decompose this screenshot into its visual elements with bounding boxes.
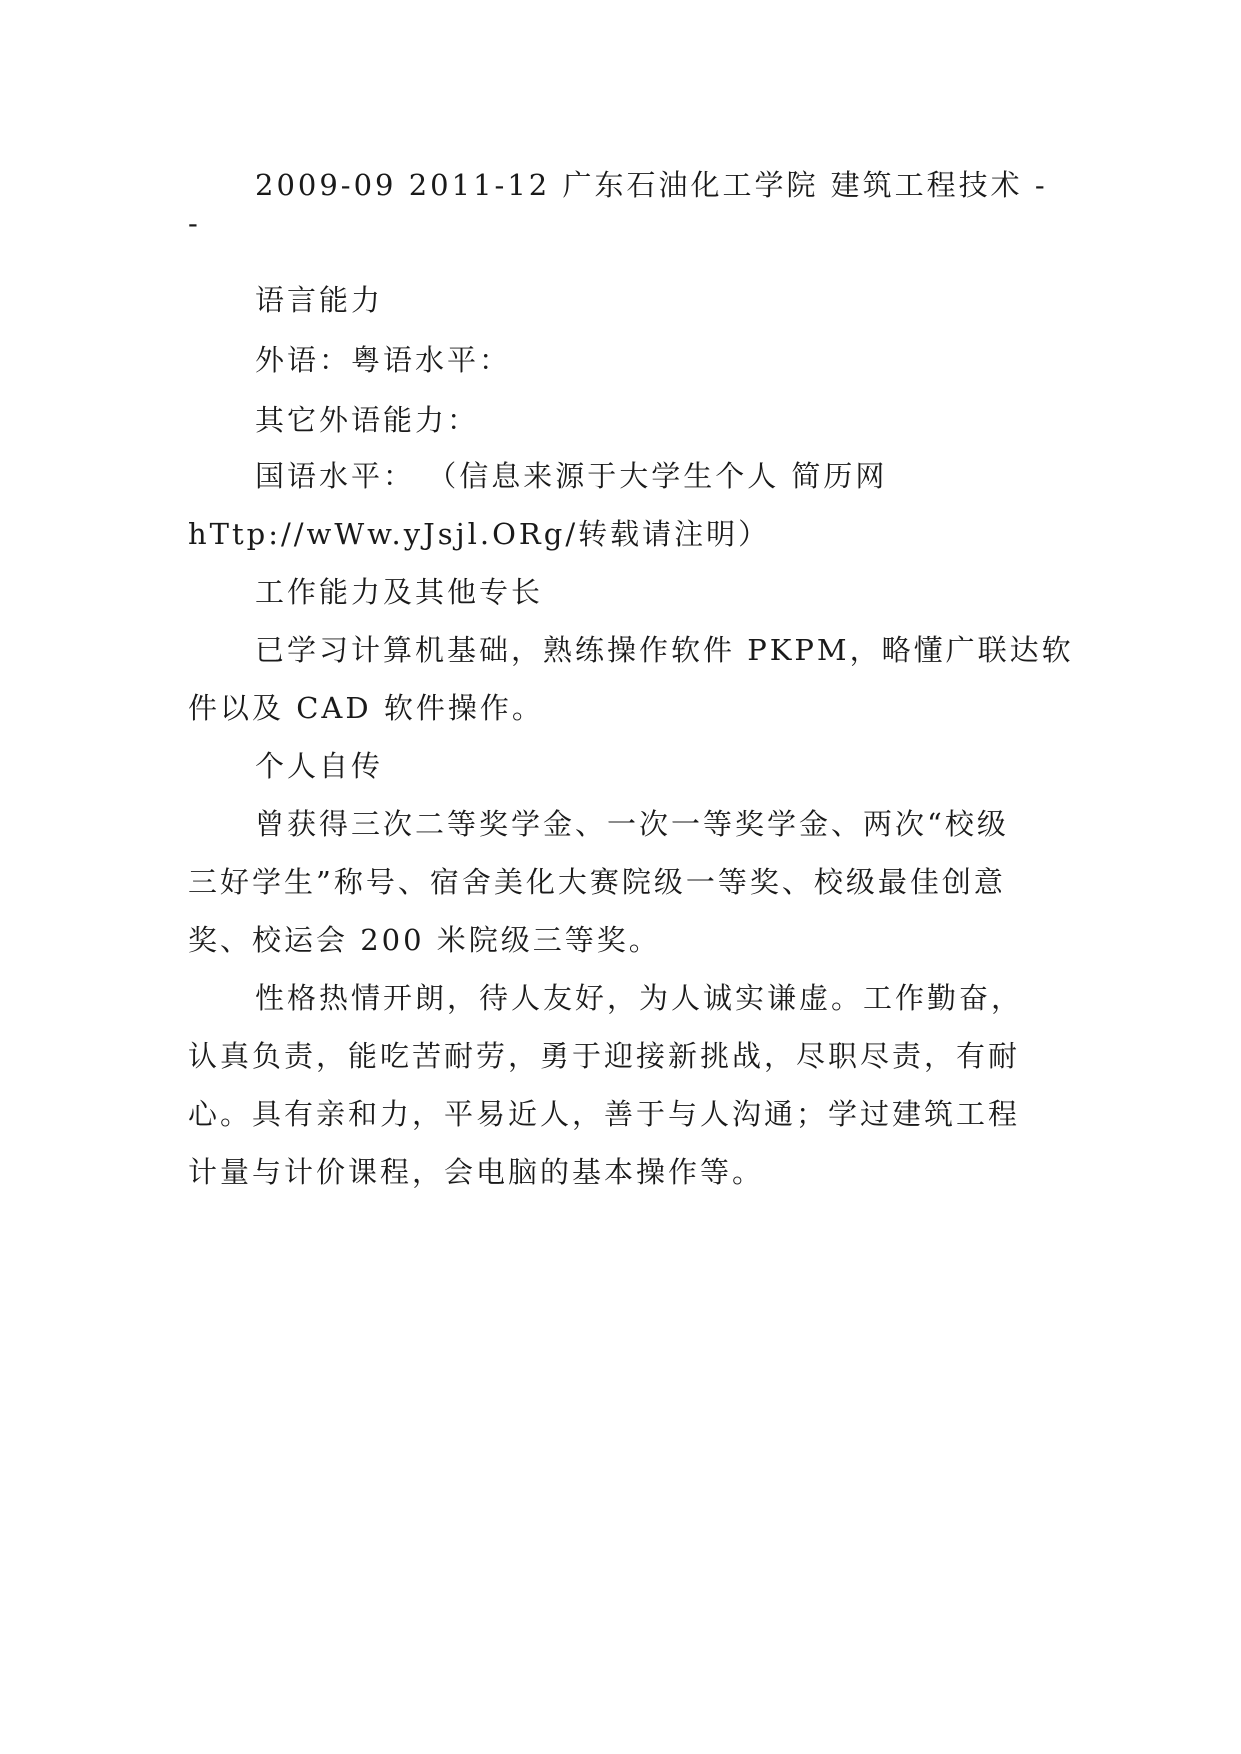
foreign-language-line: 外语：粤语水平： <box>255 343 512 377</box>
personality-line-4: 计量与计价课程，会电脑的基本操作等。 <box>188 1155 765 1189</box>
skills-heading: 工作能力及其他专长 <box>255 575 544 609</box>
education-line-continued: - <box>188 206 201 240</box>
self-intro-heading: 个人自传 <box>255 749 384 783</box>
skills-line: 已学习计算机基础，熟练操作软件 PKPM，略懂广联达软 <box>255 633 1074 667</box>
awards-line-continued: 三好学生”称号、宿舍美化大赛院级一等奖、校级最佳创意 <box>188 865 1006 899</box>
other-language-line: 其它外语能力： <box>255 403 480 437</box>
source-note-line: hTtp://wWw.yJsjl.ORg/转载请注明） <box>188 517 771 551</box>
personality-line: 性格热情开朗，待人友好，为人诚实谦虚。工作勤奋， <box>255 981 1024 1015</box>
mandarin-line: 国语水平： （信息来源于大学生个人 简历网 <box>255 459 888 493</box>
education-line: 2009-09 2011-12 广东石油化工学院 建筑工程技术 - <box>255 168 1048 202</box>
personality-line-2: 认真负责，能吃苦耐劳，勇于迎接新挑战，尽职尽责，有耐 <box>188 1039 1021 1073</box>
awards-line-end: 奖、校运会 200 米院级三等奖。 <box>188 923 661 957</box>
personality-line-3: 心。具有亲和力，平易近人，善于与人沟通；学过建筑工程 <box>188 1097 1021 1131</box>
awards-line: 曾获得三次二等奖学金、一次一等奖学金、两次“校级 <box>255 807 1009 841</box>
skills-line-continued: 件以及 CAD 软件操作。 <box>188 691 544 725</box>
language-heading: 语言能力 <box>255 283 384 317</box>
